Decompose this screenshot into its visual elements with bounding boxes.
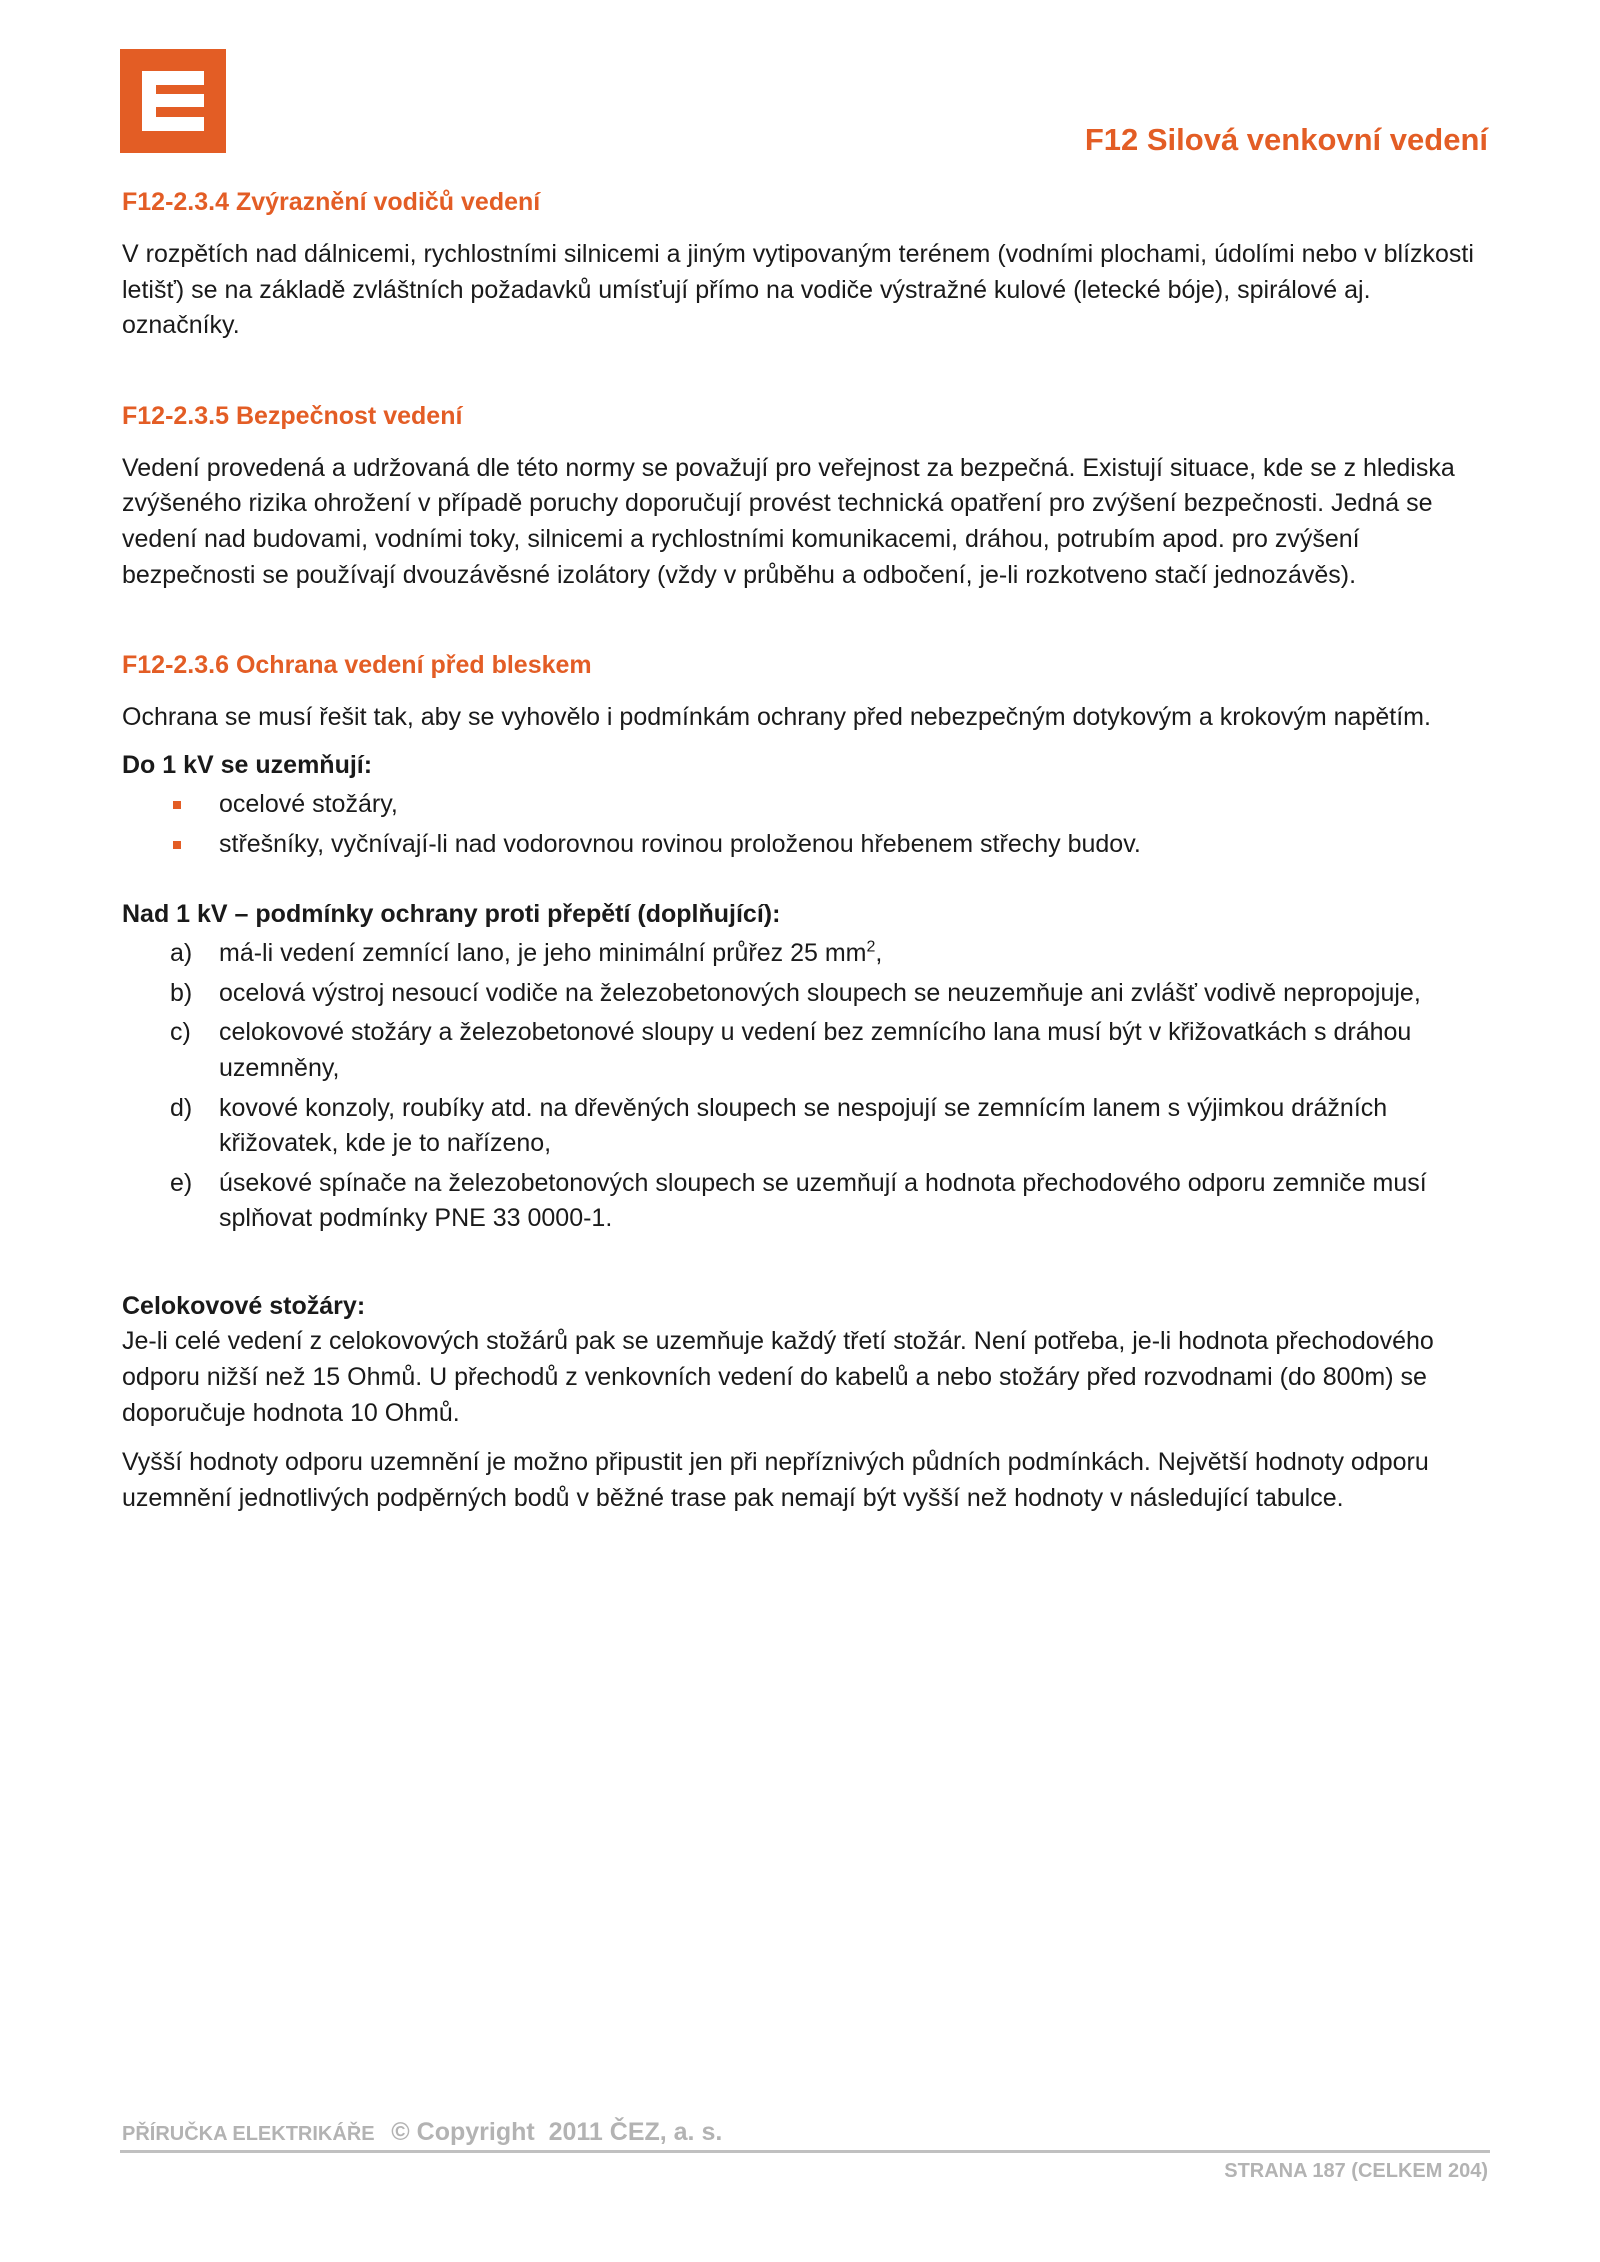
paragraph: Vyšší hodnoty odporu uzemnění je možno připustit jen při nepříznivých půdních podmínkách. Největší hodnoty odporu uzemnění jednotlivých podpěrných bodů v běžné trase pak nemají být vyšší než hodnoty v následující tabulce.: [122, 1448, 1429, 1512]
subheading-celokovove: Celokovové stožáry:: [122, 1291, 366, 1320]
list-item: [122, 787, 1490, 823]
page-content: [122, 188, 1490, 1516]
paragraph: Je-li celé vedení z celokovových stožárů pak se uzemňuje každý třetí stožár. Není potřeba, je-li hodnota přechodového odporu nižší než 15 Ohmů. U přechodů z venkovních vedení do kabelů a nebo stožáry před rozvodnami (do 800m) se doporučuje hodnota 10 Ohmů.: [122, 1327, 1434, 1427]
footer-copyright: © Copyright 2011 ČEZ, a. s.: [391, 2118, 723, 2146]
list-item-text: ocelové stožáry,: [219, 790, 398, 819]
footer-publication: [122, 2118, 722, 2147]
list-item-text: ocelová výstroj nesoucí vodiče na železobetonových sloupech se neuzemňuje ani zvlášť vodivě nepropojuje,: [219, 978, 1421, 1007]
section-heading-2-3-4: F12-2.3.4 Zvýraznění vodičů vedení: [122, 188, 541, 216]
list-item-text: úsekové spínače na železobetonových sloupech se uzemňují a hodnota přechodového odporu zemniče musí splňovat podmínky PNE 33 0000-1.: [219, 1168, 1427, 1233]
list-item-text: střešníky, vyčnívají-li nad vodorovnou rovinou proloženou hřebenem střechy budov.: [219, 829, 1141, 858]
footer-page-number: STRANA 187 (CELKEM 204): [1224, 2160, 1488, 2182]
list-item: [122, 1015, 1490, 1086]
list-item: [122, 827, 1490, 863]
subheading-do-1kv: Do 1 kV se uzemňují:: [122, 750, 373, 779]
list-item-text: celokovové stožáry a železobetonové sloupy u vedení bez zemnícího lana musí být v křižovatkách s dráhou uzemněny,: [219, 1018, 1412, 1082]
list-item: [122, 976, 1490, 1012]
section-heading-2-3-6: F12-2.3.6 Ochrana vedení před bleskem: [122, 651, 592, 680]
list-item: [122, 1166, 1490, 1237]
paragraph: V rozpětích nad dálnicemi, rychlostními silnicemi a jiným vytipovaným terénem (vodními plochami, údolími nebo v blízkosti letišť) se na základě zvláštních požadavků umísťují přímo na vodiče výstražné kulové (letecké bóje), spirálové aj. označníky.: [122, 240, 1474, 340]
list-item-text: má-li vedení zemnící lano, je jeho minimální průřez 25 mm: [219, 939, 867, 968]
lettered-list: [122, 936, 1490, 1237]
bullet-list: [122, 787, 1490, 862]
subheading-nad-1kv: Nad 1 kV – podmínky ochrany proti přepětí (doplňující):: [122, 899, 781, 928]
square-bullet-icon: [173, 801, 181, 809]
list-letter: c): [170, 1018, 191, 1047]
document-title: F12 Silová venkovní vedení: [1084, 122, 1488, 157]
footer-publication-title: PŘÍRUČKA ELEKTRIKÁŘE: [122, 2123, 375, 2145]
list-item-text: kovové konzoly, roubíky atd. na dřevěných sloupech se nespojují se zemnícím lanem s výjimkou drážních křižovatek, kde je to nařízeno,: [219, 1093, 1388, 1158]
paragraph: Ochrana se musí řešit tak, aby se vyhovělo i podmínkám ochrany před nebezpečným dotykovým a krokovým napětím.: [122, 703, 1431, 732]
list-letter: d): [170, 1093, 193, 1122]
list-letter: a): [170, 939, 193, 968]
paragraph: Vedení provedená a udržovaná dle této normy se považují pro veřejnost za bezpečná. Existují situace, kde se z hlediska zvýšeného rizika ohrožení v případě poruchy doporučují provést technická opatření pro zvýšení bezpečnosti. Jedná se vedení nad budovami, vodními toky, silnicemi a rychlostními komunikacemi, dráhou, potrubím apod. pro zvýšení bezpečnosti se používají dvouzávěsné izolátory (vždy v průběhu a odbočení, je-li rozkotveno stačí jednozávěs).: [122, 453, 1455, 589]
cez-logo-icon: [120, 49, 226, 153]
square-bullet-icon: [173, 841, 181, 849]
section-heading-2-3-5: F12-2.3.5 Bezpečnost vedení: [122, 401, 463, 430]
list-letter: b): [170, 978, 193, 1007]
list-item: [122, 1091, 1490, 1162]
list-letter: e): [170, 1168, 193, 1197]
list-item: [122, 936, 1490, 972]
superscript: 2: [866, 938, 876, 956]
footer-divider: [120, 2150, 1490, 2153]
list-item-tail: ,: [875, 939, 883, 968]
